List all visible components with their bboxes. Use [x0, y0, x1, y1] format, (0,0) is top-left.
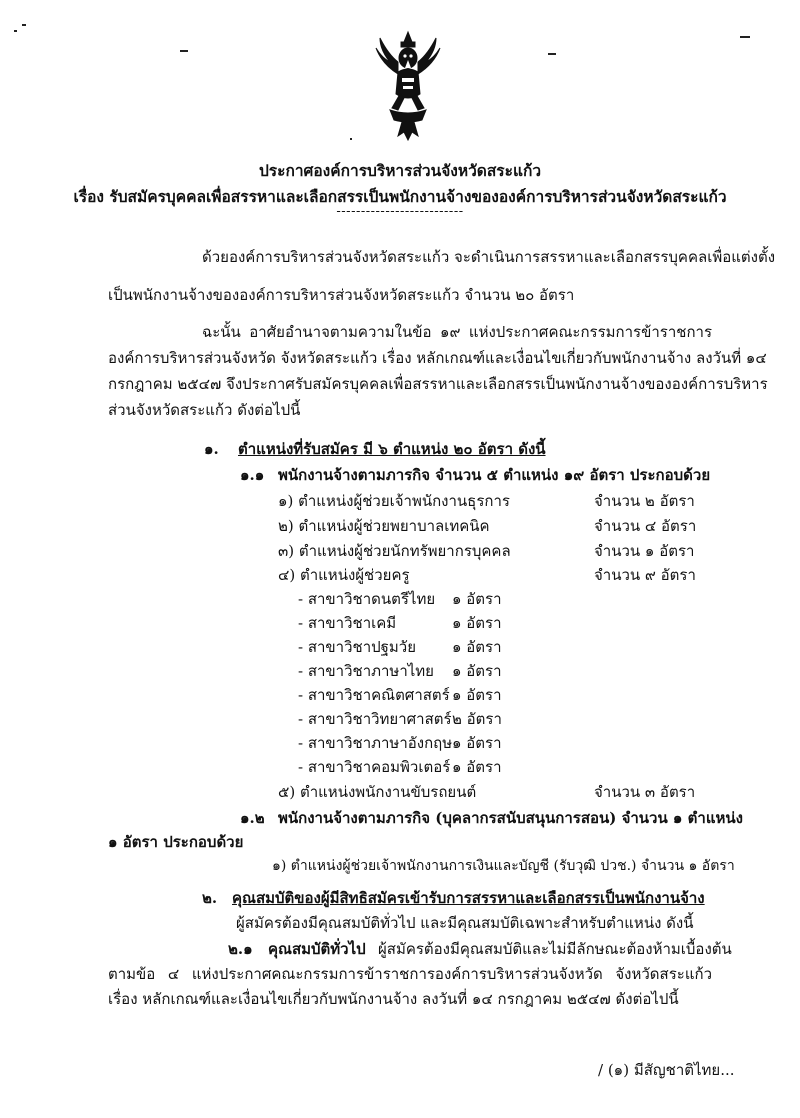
position-count: จำนวน ๑ อัตรา [594, 542, 695, 560]
section-1-1-number: ๑.๑ [240, 466, 265, 484]
section-2-1-line-3: เรื่อง หลักเกณฑ์และเงื่อนไขเกี่ยวกับพนักงานจ้าง ลงวันที่ ๑๔ กรกฎาคม ๒๕๔๗ ดังต่อไปนี้ [108, 990, 679, 1008]
position-label: ๕) ตำแหน่งพนักงานขับรถยนต์ [278, 783, 477, 801]
major-count: ๑ อัตรา [452, 686, 502, 704]
major-name: - สาขาวิชาดนตรีไทย [298, 590, 436, 608]
position-count: จำนวน ๔ อัตรา [594, 517, 697, 535]
header-divider: -------------------------- [336, 204, 464, 219]
scan-speck [180, 50, 188, 52]
document-subject: เรื่อง รับสมัครบุคคลเพื่อสรรหาและเลือกสรรเป็นพนักงานจ้างขององค์การบริหารส่วนจังหวัดสระแก้ว [73, 187, 727, 206]
intro-line-2: เป็นพนักงานจ้างขององค์การบริหารส่วนจังหวัดสระแก้ว จำนวน ๒๐ อัตรา [108, 286, 575, 304]
section-1-2-heading: พนักงานจ้างตามภารกิจ (บุคลากรสนับสนุนการสอน) จำนวน ๑ ตำแหน่ง [278, 809, 743, 827]
major-count: ๑ อัตรา [452, 614, 502, 632]
intro-line-1: ด้วยองค์การบริหารส่วนจังหวัดสระแก้ว จะดำเนินการสรรหาและเลือกสรรบุคคลเพื่อแต่งตั้ง [202, 248, 776, 266]
section-1-number: ๑. [204, 440, 219, 458]
section-2-1-number: ๒.๑ [228, 940, 253, 958]
major-name: - สาขาวิชาปฐมวัย [298, 638, 417, 656]
scan-speck [548, 53, 556, 55]
section-1-heading: ตำแหน่งที่รับสมัคร มี ๖ ตำแหน่ง ๒๐ อัตรา ดังนี้ [238, 440, 546, 458]
major-name: - สาขาวิชาภาษาไทย [298, 662, 434, 680]
document-title: ประกาศองค์การบริหารส่วนจังหวัดสระแก้ว [258, 161, 542, 180]
para2-line-1: ฉะนั้น อาศัยอำนาจตามความในข้อ ๑๙ แห่งประกาศคณะกรรมการข้าราชการ [202, 323, 712, 341]
major-count: ๑ อัตรา [452, 638, 502, 656]
para2-line-3: กรกฎาคม ๒๕๔๗ จึงประกาศรับสมัครบุคคลเพื่อสรรหาและเลือกสรรเป็นพนักงานจ้างขององค์การบริหาร [108, 375, 768, 393]
scan-speck [350, 138, 352, 140]
major-count: ๑ อัตรา [452, 758, 502, 776]
position-label: ๓) ตำแหน่งผู้ช่วยนักทรัพยากรบุคคล [278, 542, 511, 560]
major-name: - สาขาวิชาคณิตศาสตร์ [298, 686, 450, 704]
para2-line-2: องค์การบริหารส่วนจังหวัด จังหวัดสระแก้ว เรื่อง หลักเกณฑ์และเงื่อนไขเกี่ยวกับพนักงานจ้าง ลงวันที่ ๑๔ [108, 349, 767, 367]
para2-line-4: ส่วนจังหวัดสระแก้ว ดังต่อไปนี้ [108, 401, 301, 419]
major-name: - สาขาวิชาคอมพิวเตอร์ [298, 758, 451, 776]
continuation-note: / (๑) มีสัญชาติไทย... [598, 1061, 735, 1079]
position-label: ๒) ตำแหน่งผู้ช่วยพยาบาลเทคนิค [278, 517, 490, 535]
major-name: - สาขาวิชาเคมี [298, 614, 397, 632]
section-1-2-position: ๑) ตำแหน่งผู้ช่วยเจ้าพนักงานการเงินและบัญชี (รับวุฒิ ปวช.) จำนวน ๑ อัตรา [272, 858, 735, 874]
section-2-1-text: ผู้สมัครต้องมีคุณสมบัติและไม่มีลักษณะต้องห้ามเบื้องต้น [378, 940, 732, 958]
position-count: จำนวน ๓ อัตรา [594, 783, 696, 801]
position-label: ๑) ตำแหน่งผู้ช่วยเจ้าพนักงานธุรการ [278, 492, 510, 510]
major-name: - สาขาวิชาภาษาอังกฤษ [298, 734, 453, 752]
section-2-number: ๒. [202, 889, 218, 907]
major-count: ๑ อัตรา [452, 662, 502, 680]
scan-speck [22, 24, 26, 26]
scan-speck [740, 36, 750, 38]
major-name: - สาขาวิชาวิทยาศาสตร์ [298, 710, 452, 728]
section-1-1-heading: พนักงานจ้างตามภารกิจ จำนวน ๕ ตำแหน่ง ๑๙ อัตรา ประกอบด้วย [278, 466, 711, 484]
major-count: ๑ อัตรา [452, 734, 502, 752]
scan-speck [14, 30, 17, 32]
position-count: จำนวน ๒ อัตรา [594, 492, 695, 510]
section-2-intro: ผู้สมัครต้องมีคุณสมบัติทั่วไป และมีคุณสมบัติเฉพาะสำหรับตำแหน่ง ดังนี้ [236, 914, 694, 932]
section-1-2-heading-cont: ๑ อัตรา ประกอบด้วย [108, 833, 244, 851]
major-count: ๒ อัตรา [452, 710, 502, 728]
major-count: ๑ อัตรา [452, 590, 502, 608]
section-2-1-heading: คุณสมบัติทั่วไป [268, 940, 366, 958]
garuda-emblem-icon [368, 28, 448, 148]
section-2-1-line-2: ตามข้อ ๔ แห่งประกาศคณะกรรมการข้าราชการองค์การบริหารส่วนจังหวัด จังหวัดสระแก้ว [108, 965, 712, 983]
section-2-heading: คุณสมบัติของผู้มีสิทธิสมัครเข้ารับการสรรหาและเลือกสรรเป็นพนักงานจ้าง [232, 889, 705, 907]
section-1-2-number: ๑.๒ [240, 809, 265, 827]
position-count: จำนวน ๙ อัตรา [594, 566, 696, 584]
position-label: ๔) ตำแหน่งผู้ช่วยครู [278, 566, 410, 584]
